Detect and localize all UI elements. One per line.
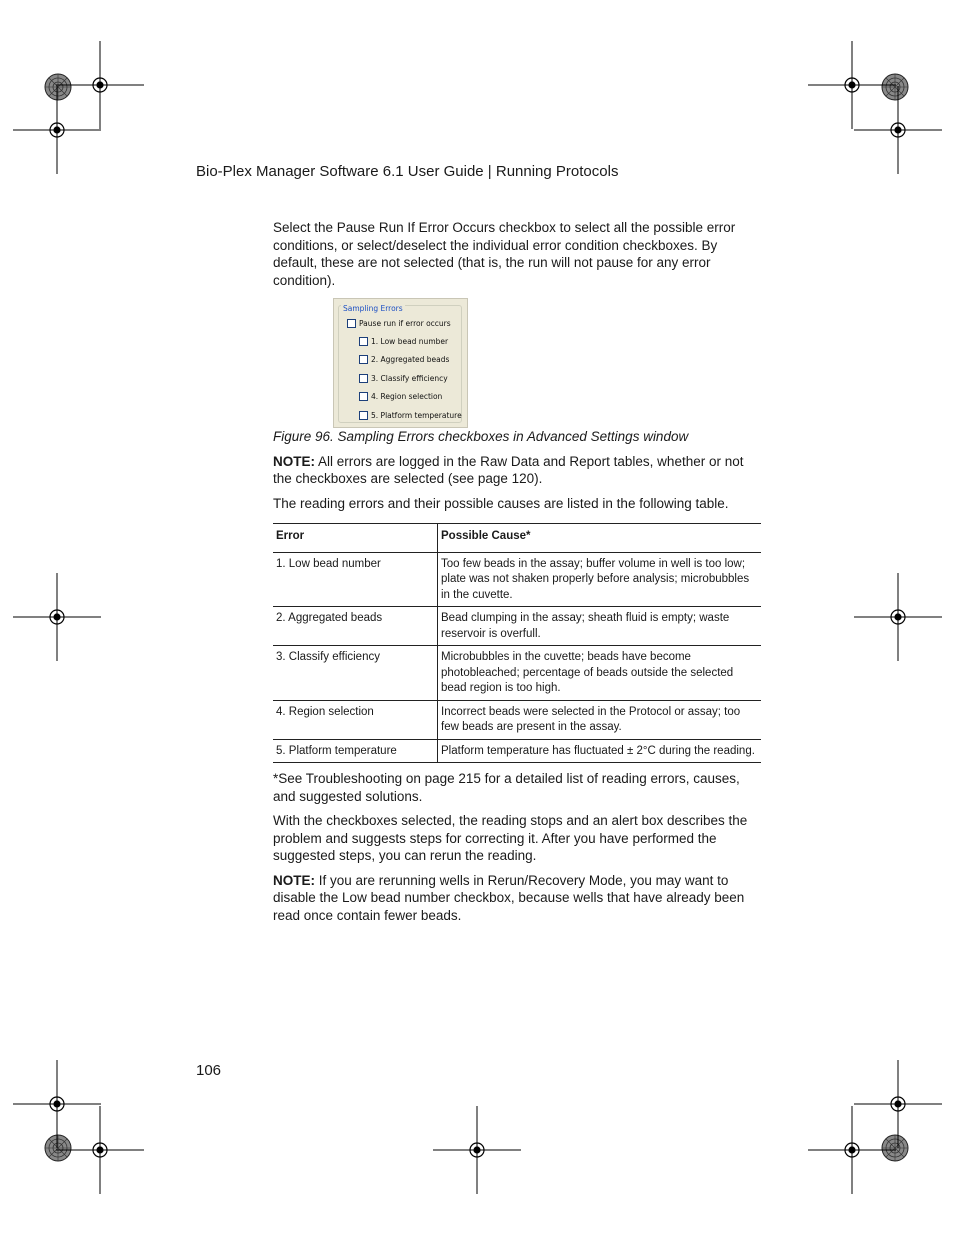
pause-run-label: Pause run if error occurs (359, 319, 451, 328)
aggregated-beads-checkbox[interactable] (359, 355, 368, 364)
column-header-error: Error (273, 524, 438, 553)
note-text: If you are rerunning wells in Rerun/Recovery Mode, you may want to disable the Low bead number checkbox, because wells that have already been read once contain fewer beads. (273, 872, 745, 923)
pause-run-checkbox-row[interactable] (347, 315, 451, 333)
error-cell: 3. Classify efficiency (273, 646, 438, 701)
note-label: NOTE: (273, 453, 315, 469)
low-bead-number-label: 1. Low bead number (371, 337, 449, 346)
low-bead-number-checkbox-row[interactable] (359, 333, 448, 351)
pause-run-checkbox[interactable] (347, 319, 356, 328)
error-cell: 1. Low bead number (273, 552, 438, 607)
aggregated-beads-checkbox-row[interactable] (359, 351, 449, 369)
table-row (273, 646, 761, 701)
table-row (273, 607, 761, 646)
note-text: All errors are logged in the Raw Data and Report tables, whether or not the checkboxes are selected (see page 120). (273, 453, 744, 486)
classify-efficiency-checkbox-row[interactable] (359, 370, 448, 388)
main-content (273, 219, 763, 931)
running-header: Bio-Plex Manager Software 6.1 User Guide | Running Protocols (196, 163, 619, 180)
table-footnote: *See Troubleshooting on page 215 for a detailed list of reading errors, causes, and suggested solutions. (273, 771, 740, 804)
error-cell: 5. Platform temperature (273, 739, 438, 763)
region-selection-label: 4. Region selection (371, 392, 443, 401)
classify-efficiency-label: 3. Classify efficiency (371, 374, 448, 383)
table-row (273, 700, 761, 739)
cause-cell: Microbubbles in the cuvette; beads have become photobleached; percentage of beads outside the selected bead region is too high. (438, 646, 762, 701)
cause-cell: Incorrect beads were selected in the Protocol or assay; too few beads are present in the assay. (438, 700, 762, 739)
sampling-errors-group-title: Sampling Errors (341, 300, 405, 318)
table-row (273, 552, 761, 607)
intro-paragraph: Select the Pause Run If Error Occurs checkbox to select all the possible error conditions, or select/deselect the individual error condition checkboxes. By default, these are not selected (that is, the run will not pause for any error condition). (273, 220, 736, 288)
cause-cell: Bead clumping in the assay; sheath fluid is empty; waste reservoir is overfull. (438, 607, 762, 646)
classify-efficiency-checkbox[interactable] (359, 374, 368, 383)
error-cell: 4. Region selection (273, 700, 438, 739)
platform-temperature-checkbox[interactable] (359, 411, 368, 420)
low-bead-number-checkbox[interactable] (359, 337, 368, 346)
platform-temperature-checkbox-row[interactable] (359, 407, 462, 425)
reading-errors-table (273, 523, 761, 763)
aggregated-beads-label: 2. Aggregated beads (371, 355, 450, 364)
region-selection-checkbox[interactable] (359, 392, 368, 401)
sampling-errors-figure (333, 298, 468, 428)
checkboxes-paragraph: With the checkboxes selected, the reading stops and an alert box describes the problem and suggests steps for correcting it. After you have performed the suggested steps, you can rerun the reading. (273, 813, 748, 863)
cause-cell: Platform temperature has fluctuated ± 2°C during the reading. (438, 739, 762, 763)
table-header-row (273, 524, 761, 553)
region-selection-checkbox-row[interactable] (359, 388, 442, 406)
figure-caption: Figure 96. Sampling Errors checkboxes in Advanced Settings window (273, 429, 689, 444)
error-cell: 2. Aggregated beads (273, 607, 438, 646)
page-number: 106 (196, 1062, 222, 1079)
column-header-possible-cause: Possible Cause* (438, 524, 762, 553)
note-rerun-mode (273, 872, 763, 925)
table-intro-paragraph: The reading errors and their possible causes are listed in the following table. (273, 495, 729, 511)
note-label: NOTE: (273, 872, 315, 888)
platform-temperature-label: 5. Platform temperature (371, 411, 462, 420)
cause-cell: Too few beads in the assay; buffer volume in well is too low; plate was not shaken properly before analysis; microbubbles in the cuvette. (438, 552, 762, 607)
note-logged-errors (273, 453, 763, 488)
table-row (273, 739, 761, 763)
